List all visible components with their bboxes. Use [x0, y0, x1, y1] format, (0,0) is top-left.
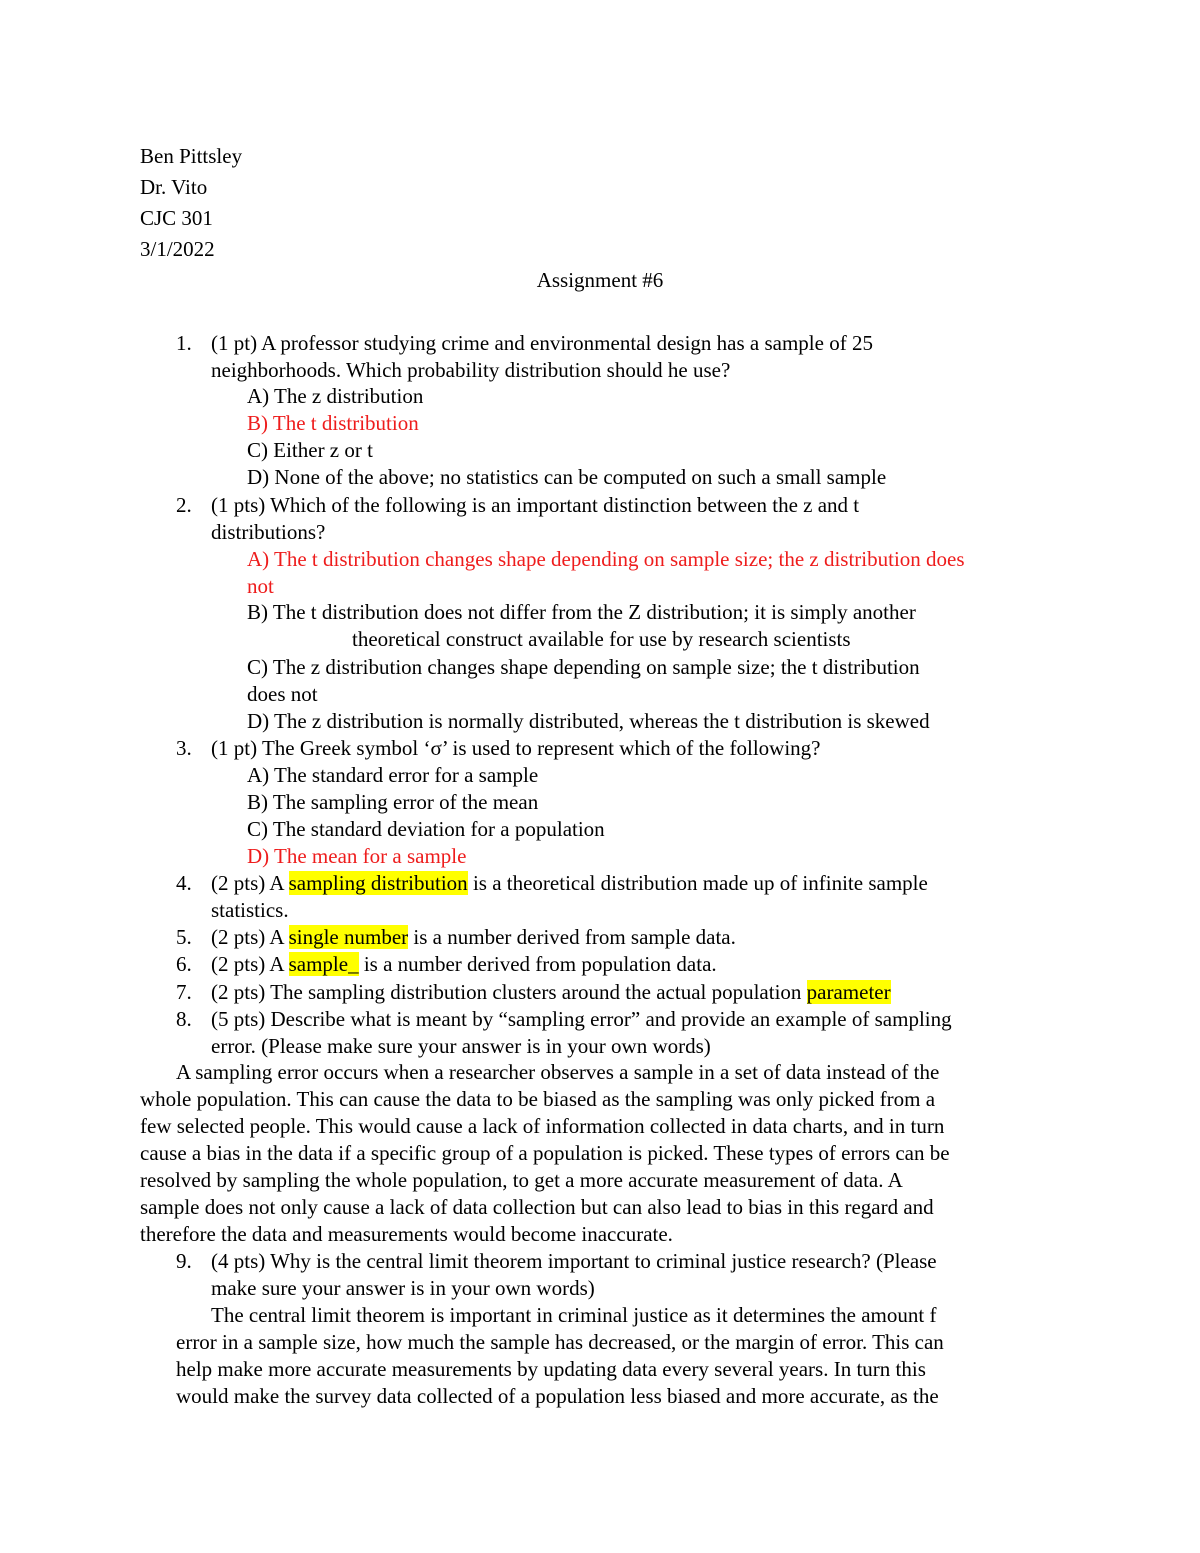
q3-option-b: B) The sampling error of the mean — [247, 790, 539, 814]
q6-text — [211, 951, 717, 978]
course-code: CJC 301 — [140, 206, 213, 230]
q8-answer-line: resolved by sampling the whole population, to get a more accurate measurement of data. A — [140, 1168, 903, 1192]
q7-prefix: (2 pts) The sampling distribution clusters around the actual population — [211, 980, 807, 1004]
q4-answer-highlight: sampling distribution — [288, 871, 468, 895]
q9-number: 9. — [176, 1249, 192, 1273]
student-name: Ben Pittsley — [140, 144, 243, 168]
q1-text-line1: (1 pt) A professor studying crime and environmental design has a sample of 25 — [211, 331, 873, 355]
q8-answer-line: therefore the data and measurements would become inaccurate. — [140, 1222, 673, 1246]
q5-prefix: (2 pts) A — [211, 925, 289, 949]
q8-text-line1: (5 pts) Describe what is meant by “sampling error” and provide an example of sampling — [211, 1007, 952, 1031]
instructor-name: Dr. Vito — [140, 175, 208, 199]
q1-option-d: D) None of the above; no statistics can be computed on such a small sample — [247, 465, 887, 489]
q4-number: 4. — [176, 871, 192, 895]
q6-suffix: is a number derived from population data. — [358, 952, 717, 976]
q7-text — [211, 979, 891, 1006]
q9-answer-line: would make the survey data collected of a population less biased and more accurate, as the — [176, 1384, 939, 1408]
q6-number: 6. — [176, 952, 192, 976]
q2-option-c-line2: does not — [247, 682, 318, 706]
q6-answer-highlight: sample_ — [288, 952, 359, 976]
q2-option-c-line1: C) The z distribution changes shape depending on sample size; the t distribution — [247, 655, 920, 679]
q9-answer-line: help make more accurate measurements by updating data every several years. In turn this — [176, 1357, 926, 1381]
q9-answer-line: error in a sample size, how much the sample has decreased, or the margin of error. This can — [176, 1330, 944, 1354]
q2-option-b-line2: theoretical construct available for use by research scientists — [352, 627, 851, 651]
q8-number: 8. — [176, 1007, 192, 1031]
q5-answer-highlight: single number — [288, 925, 409, 949]
q1-option-a: A) The z distribution — [247, 384, 424, 408]
q2-text-line2: distributions? — [211, 520, 326, 544]
q3-option-d-selected: D) The mean for a sample — [247, 844, 467, 868]
q3-option-a: A) The standard error for a sample — [247, 763, 539, 787]
q3-text: (1 pt) The Greek symbol ‘σ’ is used to represent which of the following? — [211, 736, 821, 760]
q8-answer-line: few selected people. This would cause a lack of information collected in data charts, and in turn — [140, 1114, 945, 1138]
q7-answer-highlight: parameter — [806, 980, 891, 1004]
q2-option-b-line1: B) The t distribution does not differ from the Z distribution; it is simply another — [247, 600, 916, 624]
q8-answer-line: whole population. This can cause the data to be biased as the sampling was only picked from a — [140, 1087, 936, 1111]
q2-option-d: D) The z distribution is normally distributed, whereas the t distribution is skewed — [247, 709, 930, 733]
q9-text-line2: make sure your answer is in your own words) — [211, 1276, 595, 1300]
q1-option-b-selected: B) The t distribution — [247, 411, 419, 435]
q1-option-c: C) Either z or t — [247, 438, 373, 462]
date: 3/1/2022 — [140, 237, 215, 261]
q4-suffix: is a theoretical distribution made up of infinite sample — [467, 871, 928, 895]
page-title: Assignment #6 — [536, 268, 664, 292]
q9-answer-line: The central limit theorem is important in criminal justice as it determines the amount f — [211, 1303, 937, 1327]
q9-text-line1: (4 pts) Why is the central limit theorem important to criminal justice research? (Please — [211, 1249, 937, 1273]
q5-text — [211, 924, 736, 951]
q2-option-a-selected-line2: not — [247, 574, 274, 598]
q8-text-line2: error. (Please make sure your answer is in your own words) — [211, 1034, 711, 1058]
q2-option-a-selected-line1: A) The t distribution changes shape depending on sample size; the z distribution does — [247, 547, 965, 571]
q3-option-c: C) The standard deviation for a population — [247, 817, 605, 841]
q4-text-line2: statistics. — [211, 898, 289, 922]
q2-text-line1: (1 pts) Which of the following is an important distinction between the z and t — [211, 493, 860, 517]
q2-number: 2. — [176, 493, 192, 517]
q7-number: 7. — [176, 980, 192, 1004]
q3-number: 3. — [176, 736, 192, 760]
q1-text-line2: neighborhoods. Which probability distribution should he use? — [211, 358, 731, 382]
q5-suffix: is a number derived from sample data. — [408, 925, 736, 949]
q4-prefix: (2 pts) A — [211, 871, 289, 895]
q5-number: 5. — [176, 925, 192, 949]
q8-answer-line: cause a bias in the data if a specific group of a population is picked. These types of errors can be — [140, 1141, 950, 1165]
q4-text-line1 — [211, 870, 928, 897]
q6-prefix: (2 pts) A — [211, 952, 289, 976]
q8-answer-line: A sampling error occurs when a researcher observes a sample in a set of data instead of the — [176, 1060, 940, 1084]
q1-number: 1. — [176, 331, 192, 355]
q8-answer-line: sample does not only cause a lack of data collection but can also lead to bias in this regard and — [140, 1195, 934, 1219]
